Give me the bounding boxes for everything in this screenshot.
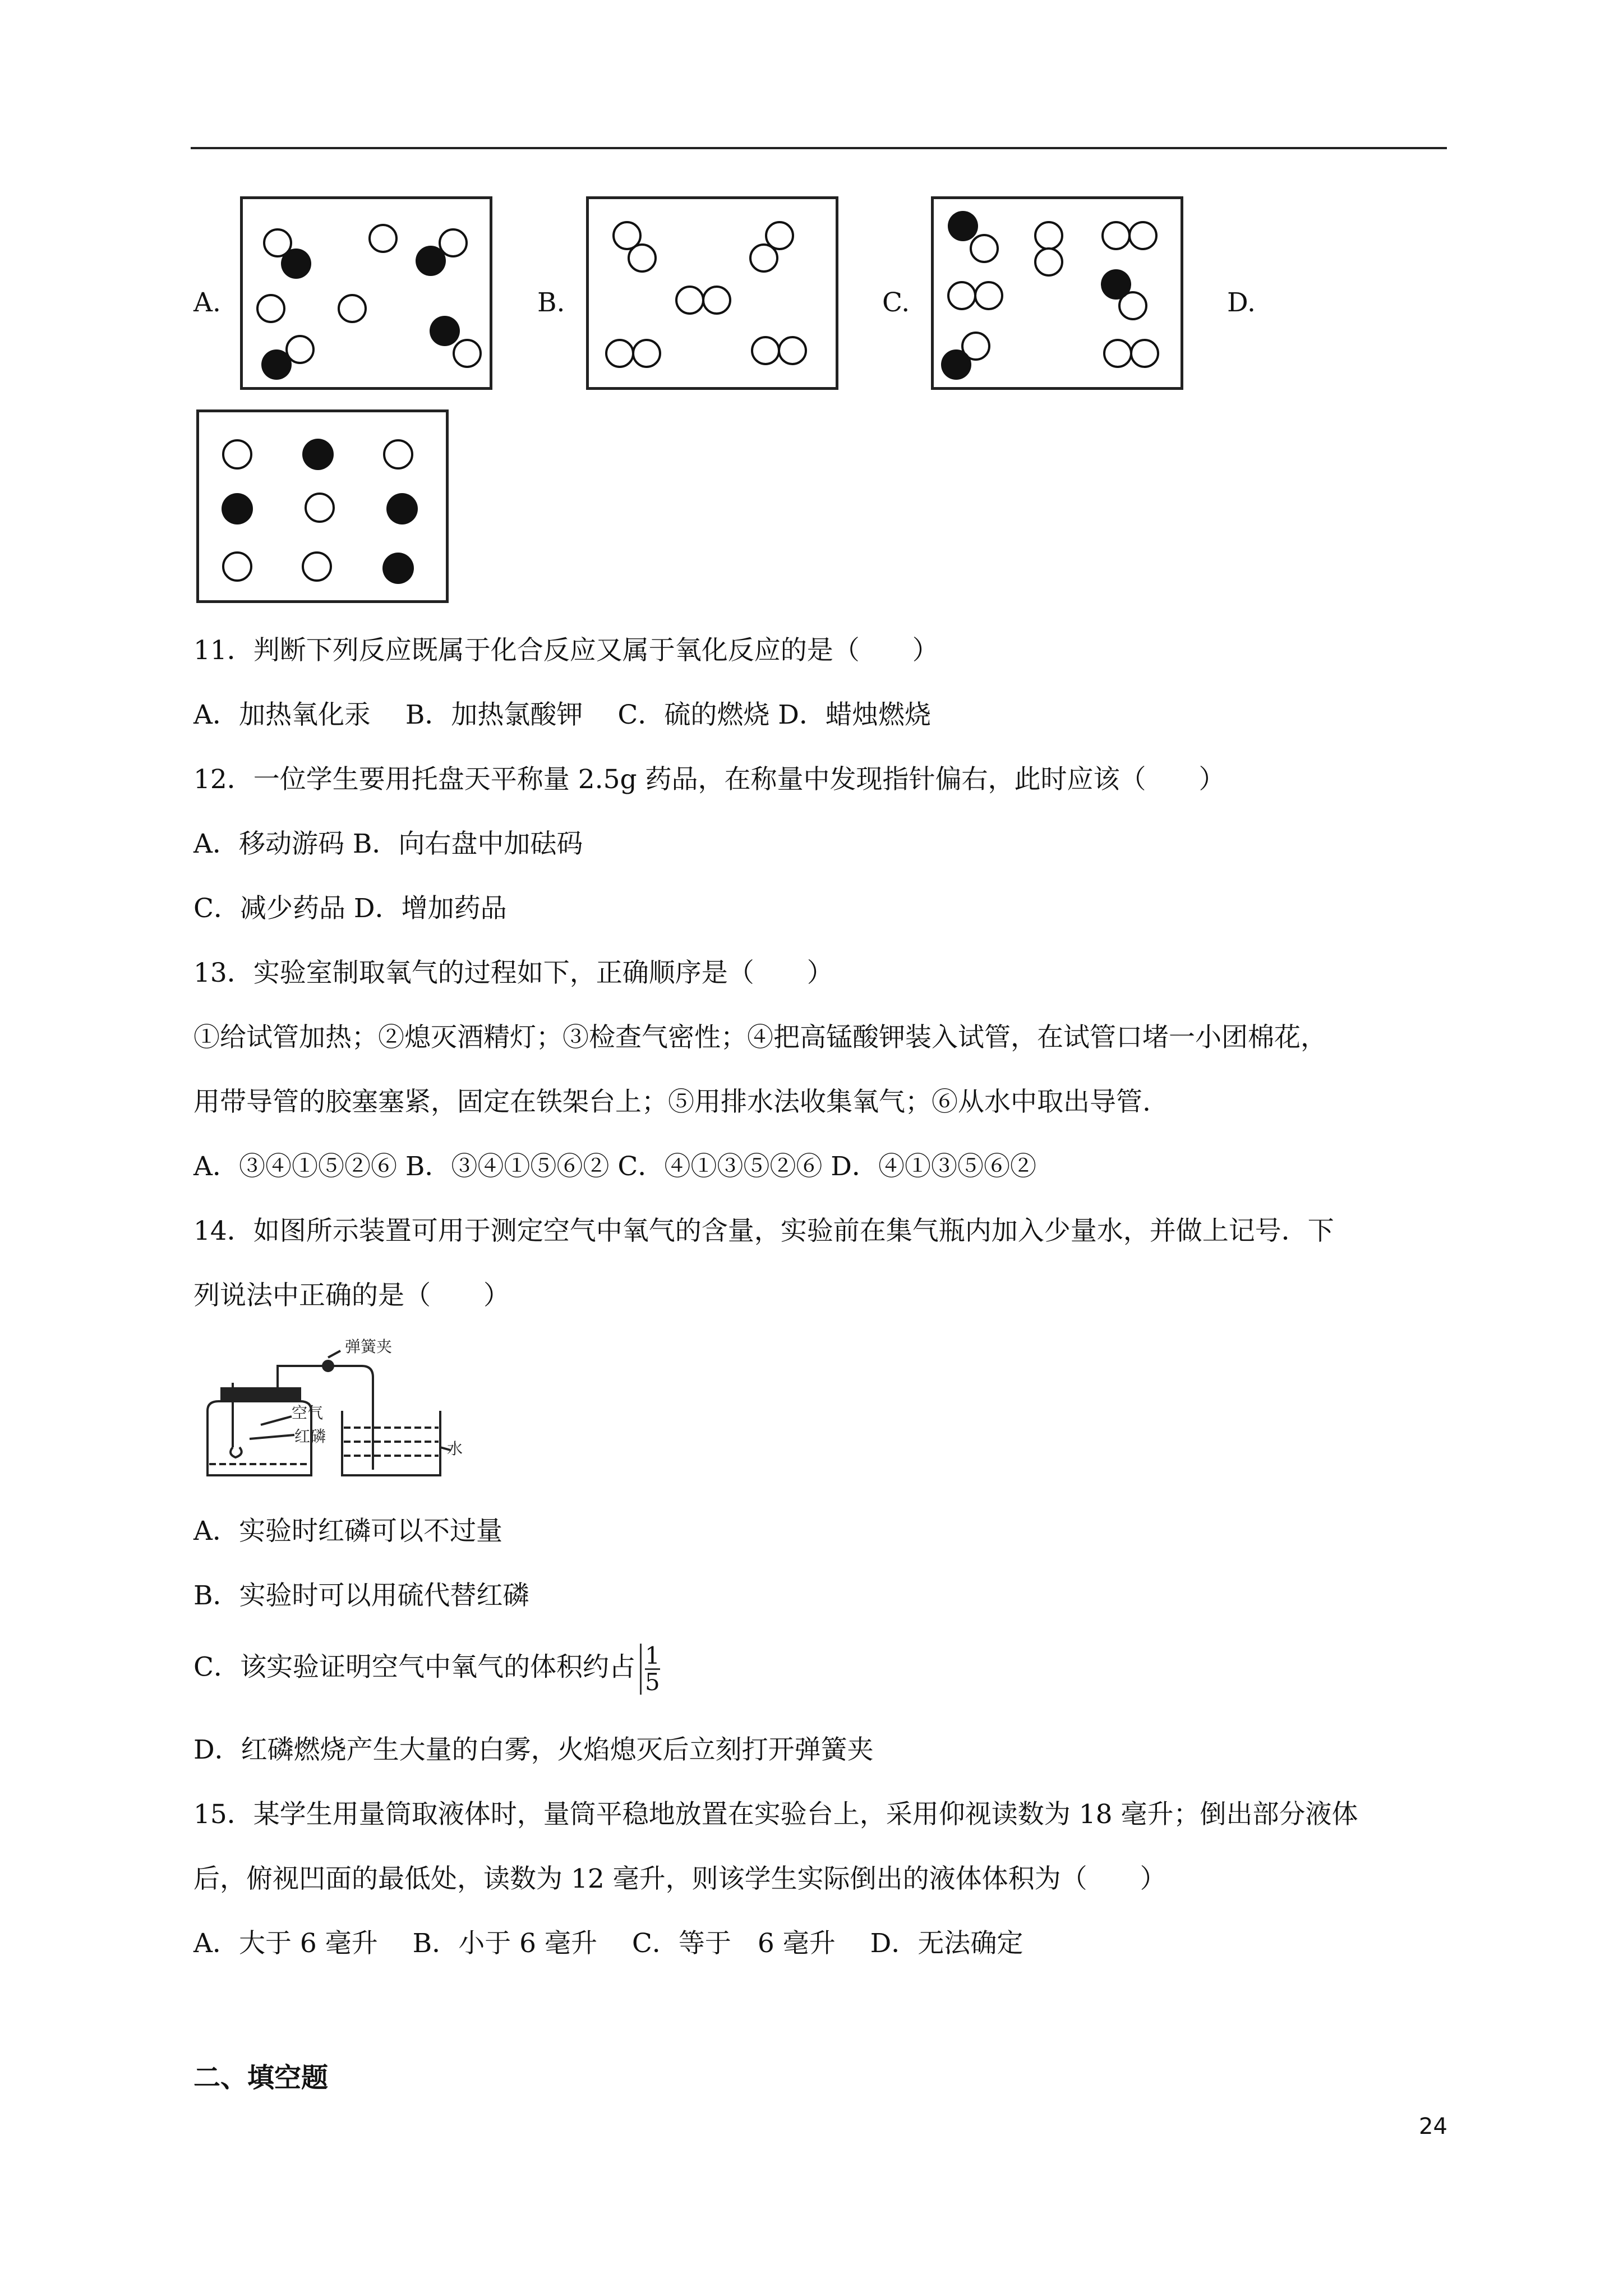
fraction-denominator: 5 <box>644 1668 660 1696</box>
water-label: 水 <box>447 1439 463 1458</box>
question-13-steps-2: 用带导管的胶塞塞紧，固定在铁架台上；⑤用排水法收集氧气；⑥从水中取出导管. <box>193 1087 1151 1117</box>
question-11-stem: 11．判断下列反应既属于化合反应又属于氧化反应的是（ ） <box>193 635 939 666</box>
question-15-options: A．大于 6 毫升 B．小于 6 毫升 C．等于 6 毫升 D．无法确定 <box>193 1928 1023 1959</box>
air-label: 空气 <box>292 1404 324 1422</box>
question-13-steps-1: ①给试管加热；②熄灭酒精灯；③检查气密性；④把高锰酸钾装入试管，在试管口堵一小团棉花， <box>193 1022 1327 1053</box>
question-14-stem: 14．如图所示装置可用于测定空气中氧气的含量，实验前在集气瓶内加入少量水，并做上记号．下 <box>193 1216 1334 1246</box>
question-13-options: A．③④①⑤②⑥ B．③④①⑤⑥② C．④①③⑤②⑥ D．④①③⑤⑥② <box>193 1151 1036 1182</box>
fraction-numerator: 1 <box>644 1642 660 1669</box>
fraction-one-fifth <box>640 1644 660 1695</box>
question-12-stem: 12．一位学生要用托盘天平称量 2.5g 药品，在称量中发现指针偏右，此时应该（ ） <box>193 764 1225 795</box>
clamp-label: 弹簧夹 <box>345 1337 393 1356</box>
question-14-option-d: D．红磷燃烧产生大量的白雾，火焰熄灭后立刻打开弹簧夹 <box>193 1734 874 1765</box>
oxygen-measurement-apparatus <box>193 1335 465 1482</box>
question-12-options-1: A．移动游码 B．向右盘中加砝码 <box>193 829 583 859</box>
option-d-label: D. <box>1227 287 1256 318</box>
question-12-options-2: C．减少药品 D．增加药品 <box>193 893 507 924</box>
diagram-option-c <box>931 196 1183 390</box>
question-13-stem: 13．实验室制取氧气的过程如下，正确顺序是（ ） <box>193 958 833 988</box>
option-a-label: A. <box>193 287 221 318</box>
phosphorus-label: 红磷 <box>294 1427 326 1446</box>
question-14-stem-cont: 列说法中正确的是（ ） <box>193 1280 510 1311</box>
question-15-stem: 15．某学生用量筒取液体时，量筒平稳地放置在实验台上，采用仰视读数为 18 毫升；倒出部分液体 <box>193 1799 1358 1830</box>
question-15-stem-cont: 后，俯视凹面的最低处，读数为 12 毫升，则该学生实际倒出的液体体积为（ ） <box>193 1864 1166 1894</box>
question-11-options: A．加热氧化汞 B．加热氯酸钾 C．硫的燃烧 D．蜡烛燃烧 <box>193 700 931 730</box>
question-14-option-a: A．实验时红磷可以不过量 <box>193 1516 502 1547</box>
question-14-option-c-text: C．该实验证明空气中氧气的体积约占 <box>193 1651 635 1683</box>
option-c-label: C. <box>882 287 910 318</box>
page-number: 24 <box>1419 2114 1447 2139</box>
section-title: 二、填空题 <box>193 2062 329 2093</box>
diagram-option-d <box>196 409 449 603</box>
question-14-option-c <box>193 1644 660 1695</box>
question-14-option-b: B．实验时可以用硫代替红磷 <box>193 1580 529 1611</box>
option-b-label: B. <box>537 287 565 318</box>
diagram-option-b <box>586 196 838 390</box>
header-rule <box>191 147 1447 149</box>
diagram-option-a <box>240 196 492 390</box>
